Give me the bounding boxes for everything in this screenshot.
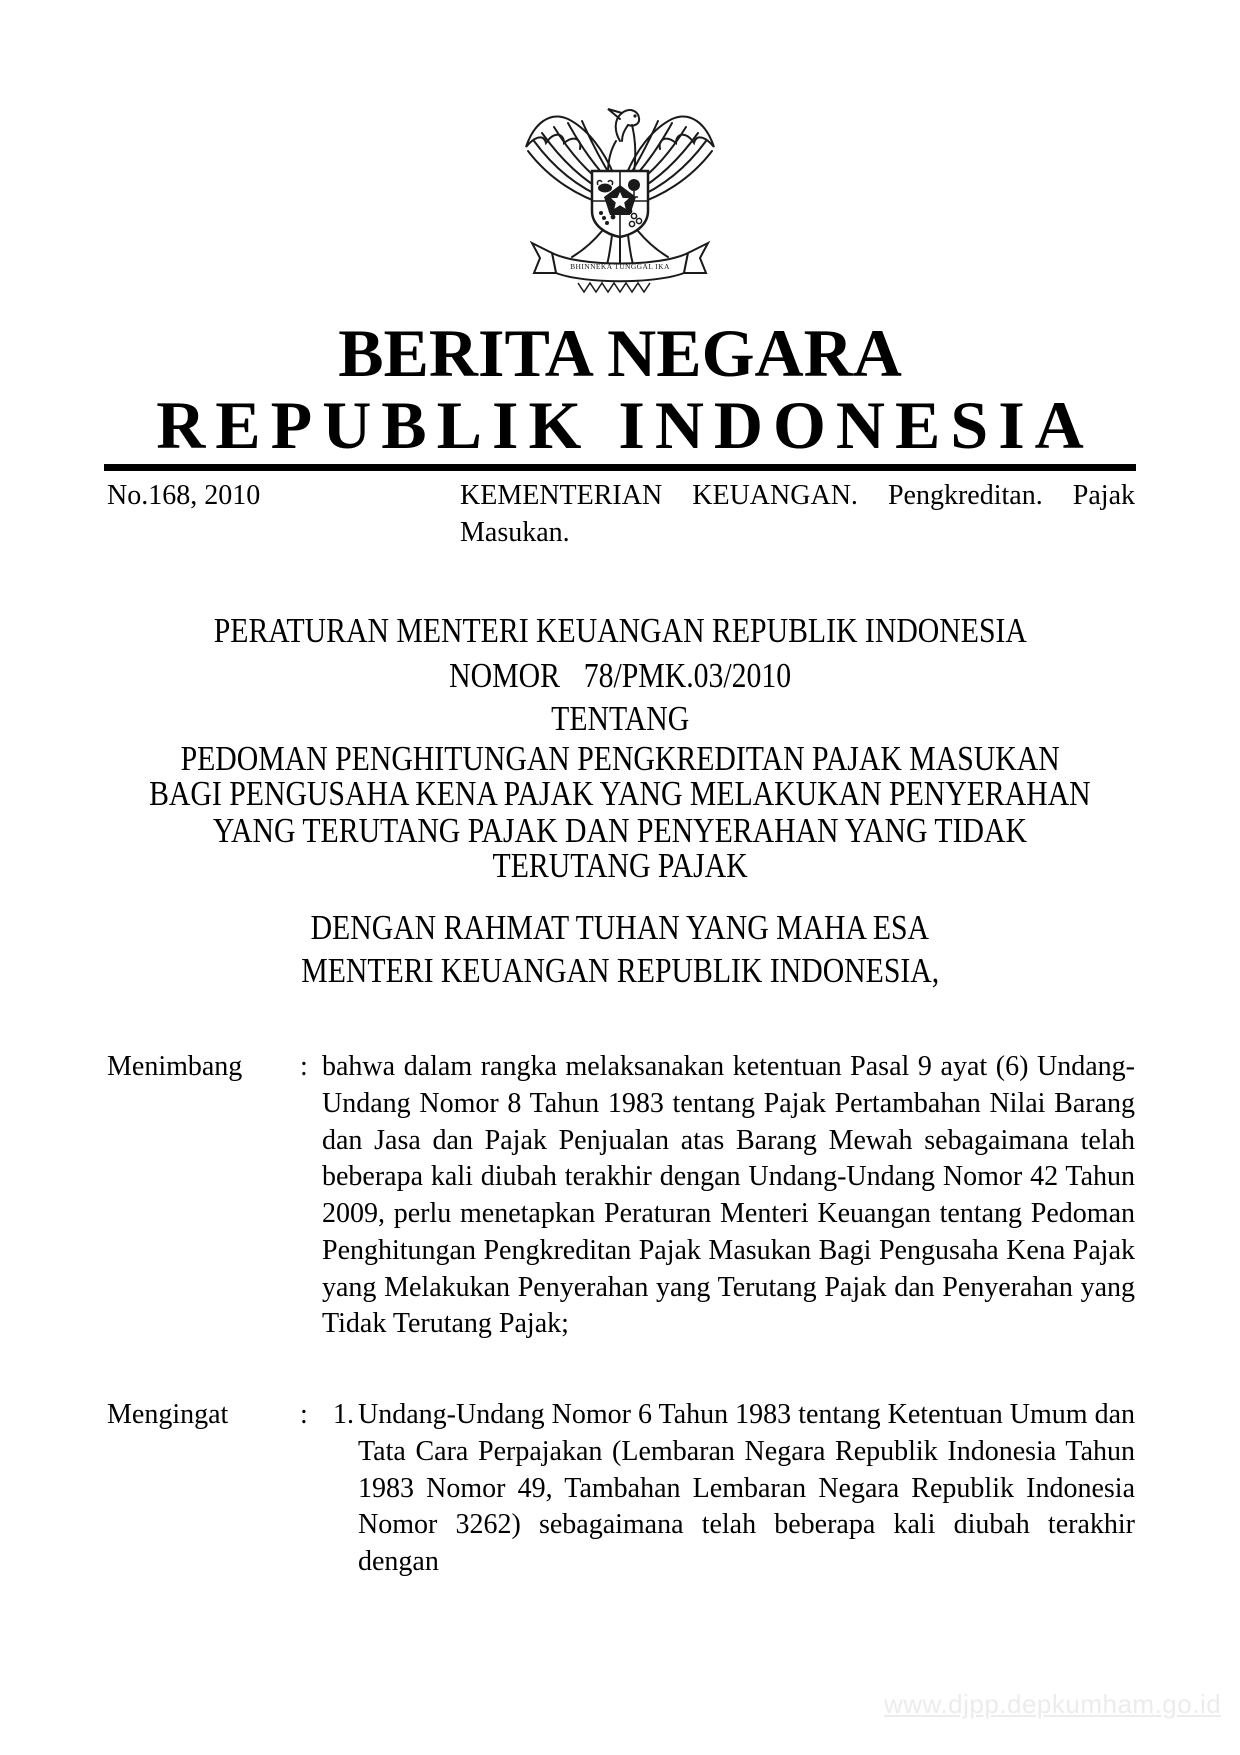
menimbang-text: bahwa dalam rangka melaksanakan ketentuan Pasal 9 ayat (6) Undang-Undang Nomor 8 Tahun 1983 tentang Pajak Pertambahan Nilai Barang dan Jasa dan Pajak Penjualan atas Barang Mewah sebagaimana telah beberapa kali diubah terakhir dengan Undang-Undang Nomor 42 Tahun 2009, perlu menetapkan Peraturan Menteri Keuangan tentang Pedoman Penghitungan Pengkreditan Pajak Masukan Bagi Pengusaha Kena Pajak yang Melakukan Penyerahan yang Terutang Pajak dan Penyerahan yang Tidak Terutang Pajak; <box>322 1051 1135 1340</box>
issue-number: No.168, 2010 <box>107 480 261 511</box>
mengingat-item-number: 1. <box>333 1399 354 1430</box>
masthead-title-line1: BERITA NEGARA <box>338 315 902 391</box>
mengingat-item-text: Undang-Undang Nomor 6 Tahun 1983 tentang Ketentuan Umum dan Tata Cara Perpajakan (Lembaran Negara Republik Indonesia Tahun 1983 Nomor 49, Tambahan Lembaran Negara Republik Indonesia Nomor 3262) sebagaimana telah beberapa kali diubah terakhir dengan <box>358 1399 1135 1577</box>
nomor-label: NOMOR <box>448 656 560 695</box>
regulation-title-line3: YANG TERUTANG PAJAK DAN PENYERAHAN YANG TIDAK <box>212 811 1028 850</box>
watermark-url: www.djpp.depkumham.go.id <box>884 1689 1222 1719</box>
regulation-title-line4: TERUTANG PAJAK <box>492 846 748 885</box>
masthead-title <box>0 317 1240 461</box>
garuda-pancasila-emblem <box>520 85 720 298</box>
masthead-title-line2: REPUBLIK INDONESIA <box>156 387 1094 463</box>
invocation-line: DENGAN RAHMAT TUHAN YANG MAHA ESA <box>310 908 930 947</box>
gazette-subject: KEMENTERIAN KEUANGAN. Pengkreditan. Pajak Masukan. <box>460 480 1135 548</box>
menimbang-colon: : <box>300 1051 308 1082</box>
buffalo-emblem <box>598 184 612 193</box>
garuda-eye <box>633 114 636 117</box>
regulation-title-line2: BAGI PENGUSAHA KENA PAJAK YANG MELAKUKAN PENYERAHAN <box>149 774 1091 813</box>
authority-line: MENTERI KEUANGAN REPUBLIK INDONESIA, <box>301 951 939 990</box>
mengingat-label: Mengingat <box>107 1399 229 1430</box>
motto-text: BHINNEKA TUNGGAL IKA <box>570 262 670 271</box>
banyan-tree-emblem <box>628 179 640 191</box>
mengingat-colon: : <box>300 1399 308 1430</box>
tentang-label: TENTANG <box>550 699 690 738</box>
menimbang-label: Menimbang <box>107 1051 243 1082</box>
masthead-divider-rule <box>104 464 1136 471</box>
regulation-number-line <box>0 656 1240 696</box>
regulation-heading: PERATURAN MENTERI KEUANGAN REPUBLIK INDONESIA <box>213 611 1027 650</box>
nomor-value: 78/PMK.03/2010 <box>583 656 791 695</box>
regulation-title-line1: PEDOMAN PENGHITUNGAN PENGKREDITAN PAJAK MASUKAN <box>180 739 1060 778</box>
